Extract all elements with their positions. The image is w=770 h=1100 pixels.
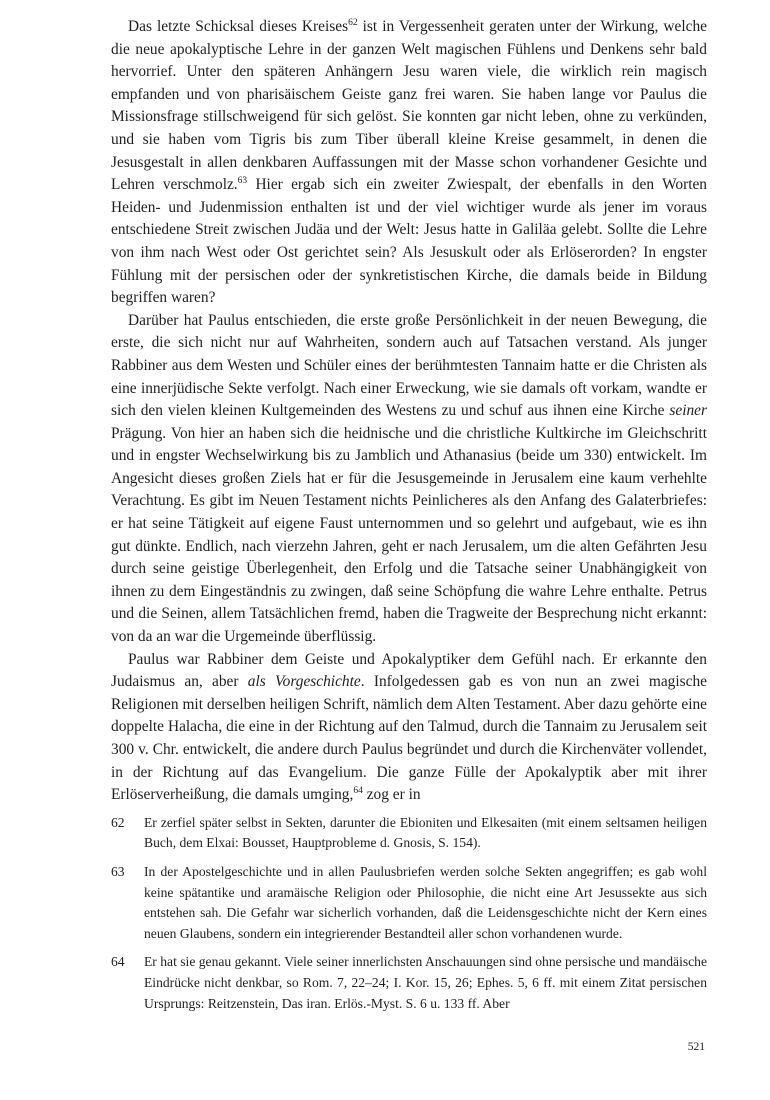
footnote-number: 64 bbox=[111, 954, 125, 970]
page-number: 521 bbox=[687, 1041, 705, 1053]
book-page bbox=[111, 16, 707, 1086]
footnote-reference: 62 bbox=[348, 18, 358, 28]
footnote-reference: 64 bbox=[353, 786, 363, 797]
paragraph bbox=[111, 16, 707, 310]
text-segment: Darüber hat Paulus entschieden, die erste große Persönlichkeit in der neuen Bewegung, die erste, die sich nicht nur auf Wahrheiten, sondern auch auf Tatsachen verstand. Als junger Rabbiner aus dem Westen und Schüler eines der berühmtesten Tannaim hatte er die Christen als eine innerjüdische Sekte verfolgt. Nach einer Erweckung, wie sie damals oft vorkam, wandte er sich den vielen kleinen Kultgemeinden des Westens zu und schuf aus ihnen eine Kirche bbox=[111, 311, 707, 420]
main-text bbox=[111, 16, 707, 807]
footnote-text: In der Apostelgeschichte und in allen Paulusbriefen werden solche Sekten angegriffen; es gab wohl keine spätantike und aramäische Religion oder Philosophie, die nicht eine Art Jesussekte aus sich entstehen sah. Die Gefahr war sicherlich vorhanden, daß die Leidensgeschichte nicht der Kern eines neuen Glaubens, sondern ein integrierender Bestandteil aller schon vorhandenen wurde. bbox=[144, 863, 707, 941]
footnote bbox=[111, 952, 707, 1014]
text-segment: . Infolgedessen gab es von nun an zwei magische Religionen mit derselben heiligen Schrift, nämlich dem Alten Testament. Aber dazu gehörte eine doppelte Halacha, die eine in der Richtung auf den Talmud, durch die Tannaim zu Jerusalem seit 300 v. Chr. entwickelt, die andere durch Paulus begründet und durch die Kirchenväter vollendet, in der Richtung auf das Evangelium. Die ganze Fülle der Apokalyptik aber mit ihrer Erlöserverheißung, die damals umging, bbox=[111, 673, 707, 804]
paragraph bbox=[111, 310, 707, 649]
footnote-number: 63 bbox=[111, 863, 125, 879]
emphasis-text: als Vorgeschichte bbox=[247, 673, 361, 691]
footnote-text: Er hat sie genau gekannt. Viele seiner innerlichsten Anschauungen sind ohne persische und mandäische Eindrücke nicht denkbar, so Rom. 7, 22–24; I. Kor. 15, 26; Ephes. 5, 6 ff. mit einem Zitat persischen Ursprungs: Reitzenstein, Das iran. Erlös.-Myst. S. 6 u. 133 ff. Aber bbox=[144, 954, 707, 1011]
paragraph bbox=[111, 649, 707, 807]
footnote-number: 62 bbox=[111, 814, 125, 830]
footnote-text: Er zerfiel später selbst in Sekten, darunter die Ebioniten und Elkesaiten (mit einem seltsamen heiligen Buch, dem Elxai: Bousset, Hauptprobleme d. Gnosis, S. 154). bbox=[144, 814, 707, 851]
text-segment: Prägung. Von hier an haben sich die heidnische und die christliche Kultkirche im Gleichschritt und in engster Wechselwirkung bis zu Jamblich und Athanasius (beide um 330) entwickelt. Im Angesicht dieses großen Ziels hat er für die Jesusgemeinde in Jerusalem eine kaum verhehlte Verachtung. Es gibt im Neuen Testament nichts Peinlicheres als den Anfang des Galaterbriefes: er hat seine Tätigkeit auf eigene Faust unternommen und so gelehrt und aufgebaut, wie es ihn gut dünkte. Endlich, nach vierzehn Jahren, geht er nach Jerusalem, um die alten Gefährten Jesu durch seine geistige Überlegenheit, den Erfolg und die Tatsache seiner Unabhängigkeit von ihnen zu dem Eingeständnis zu zwingen, daß seine Schöpfung die wahre Lehre enthalte. Petrus und die Seinen, allem Tatsächlichen fremd, haben die Tragweite der Besprechung nicht erkannt: von da an war die Urgemeinde überflüssig. bbox=[111, 424, 707, 646]
footnotes bbox=[111, 813, 707, 1014]
footnote bbox=[111, 813, 707, 854]
footnote bbox=[111, 862, 707, 944]
text-segment: Paulus war Rabbiner dem Geiste und Apokalyptiker dem Gefühl nach. Er erkannte den Judaismus an, aber bbox=[111, 650, 707, 691]
text-segment: ist in Vergessenheit geraten unter der Wirkung, welche die neue apokalyptische Lehre in der ganzen Welt magischen Fühlens und Denkens sehr bald hervorrief. Unter den späteren Anhängern Jesu waren viele, die wirklich rein magisch empfanden und von pharisäischem Geiste ganz frei waren. Sie haben lange vor Paulus die Missionsfrage stillschweigend für sich gelöst. Sie konnten gar nicht leben, ohne zu verkünden, und sie haben vom Tigris bis zum Tiber überall kleine Kreise gesammelt, in denen die Jesusgestalt in allen denkbaren Auffassungen mit der Masse schon vorhandener Gesichte und Lehren verschmolz. bbox=[111, 18, 708, 194]
emphasis-text: seiner bbox=[669, 402, 707, 420]
text-segment: zog er in bbox=[362, 786, 421, 804]
text-segment: Hier ergab sich ein zweiter Zwiespalt, der ebenfalls in den Worten Heiden- und Judenmission enthalten ist und der viel wichtiger wurde als jener im voraus entschiedene Streit zwischen Judäa und der Welt: Jesus hatte in Galiläa gelebt. Sollte die Lehre von ihm nach West oder Ost gerichtet sein? Als Jesuskult oder als Erlöserorden? In engster Fühlung mit der persischen oder der synkretistischen Kirche, die damals beide in Bildung begriffen waren? bbox=[111, 176, 707, 307]
text-segment: Das letzte Schicksal dieses Kreises bbox=[128, 18, 349, 35]
footnote-reference: 63 bbox=[237, 176, 248, 187]
